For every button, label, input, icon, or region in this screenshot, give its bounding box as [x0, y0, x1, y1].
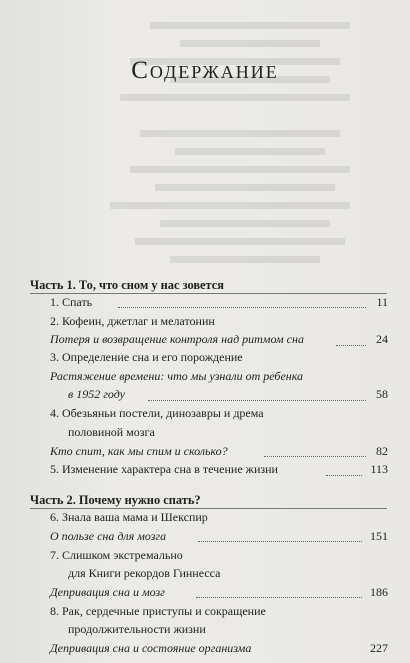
toc-entry-ch7-line1: 7. Слишком экстремально: [50, 547, 183, 562]
page-number: 11: [376, 294, 388, 309]
dot-leader: [264, 456, 366, 457]
toc-entry-ch5: 5. Изменение характера сна в течение жизни: [50, 462, 278, 477]
dot-leader: [148, 400, 366, 401]
part2-heading: Часть 2. Почему нужно спать?: [30, 493, 201, 508]
dot-leader: [198, 541, 362, 542]
toc-entry-ch2: 2. Кофеин, джетлаг и мелатонин: [50, 313, 215, 328]
toc-subtitle-ch2: Потеря и возвращение контроля над ритмом сна: [50, 332, 304, 347]
toc-entry-ch8-line2: продолжительности жизни: [68, 622, 206, 637]
toc-subtitle-ch7: Депривация сна и мозг: [50, 584, 165, 599]
toc-entry-ch1: 1. Спать: [50, 294, 93, 309]
bleed-through-text: [0, 0, 410, 300]
page-number: 151: [370, 528, 388, 543]
dot-leader: [118, 307, 366, 308]
page-number: 113: [370, 462, 388, 477]
toc-entry-ch6: 6. Знала ваша мама и Шекспир: [50, 510, 208, 525]
toc-subtitle-ch8: Депривация сна и состояние организма: [50, 641, 252, 655]
toc-subtitle-ch6: О пользе сна для мозга: [50, 528, 167, 543]
toc-entry-ch3: 3. Определение сна и его порождение: [50, 350, 243, 365]
page-number: 58: [376, 387, 388, 402]
dot-leader: [196, 597, 362, 598]
toc-entry-ch4-line2: половиной мозга: [68, 424, 155, 439]
page-number: 82: [376, 443, 388, 458]
toc-entry-ch7-line2: для Книги рекордов Гиннесса: [68, 566, 221, 581]
toc-entry-ch4-line1: 4. Обезьяньи постели, динозавры и дрема: [50, 406, 264, 421]
part1-heading: Часть 1. То, что сном у нас зовется: [30, 278, 225, 292]
page-number: 24: [376, 332, 388, 347]
toc-subtitle-ch4: Кто спит, как мы спим и сколько?: [50, 443, 228, 458]
page-number: 186: [370, 584, 388, 599]
toc-subtitle-ch3-line2: в 1952 году: [68, 387, 125, 402]
page-title: Содержание: [131, 57, 279, 84]
toc-entry-ch8-line1: 8. Рак, сердечные приступы и сокращение: [50, 603, 266, 618]
page-number: 227: [370, 641, 388, 655]
toc-subtitle-ch3-line1: Растяжение времени: что мы узнали от ребенка: [50, 368, 304, 383]
